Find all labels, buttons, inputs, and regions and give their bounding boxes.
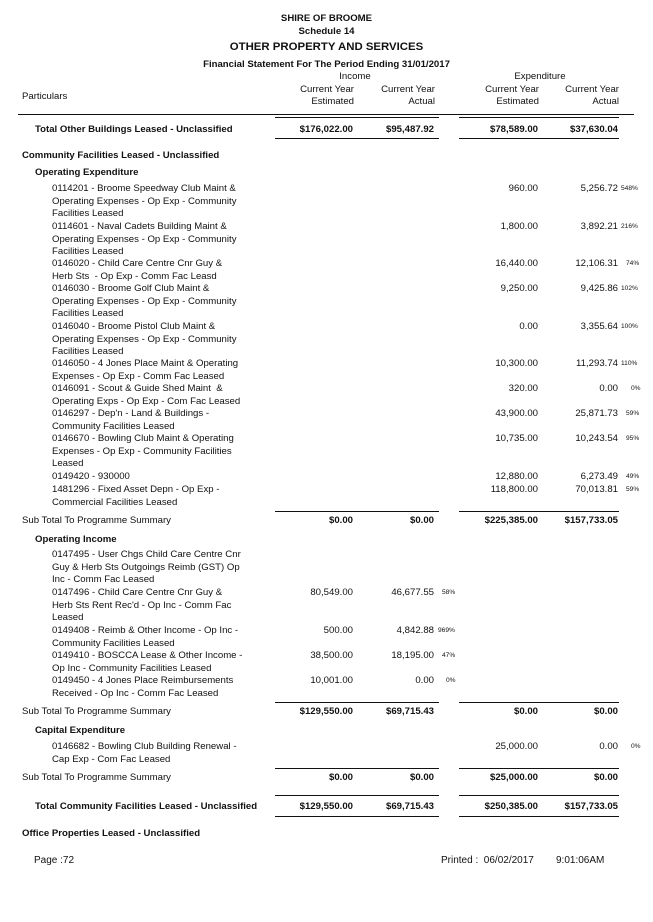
printed-date: Printed : 06/02/2017 xyxy=(441,855,534,866)
pct-value: 49% xyxy=(626,473,640,480)
exp-est-value: 1,800.00 xyxy=(500,221,538,232)
total-community-exp-act: $157,733.05 xyxy=(564,801,618,812)
list-item: 0146050 - 4 Jones Place Maint & Operating Expenses - Op Exp - Comm Fac Leased xyxy=(52,358,239,382)
exp-act-value: 6,273.49 xyxy=(580,471,618,482)
exp-est-value: 25,000.00 xyxy=(495,741,538,752)
pct-value: 47% xyxy=(442,652,456,659)
next-section-title: Office Properties Leased - Unclassified xyxy=(22,828,201,839)
pct-value: 548% xyxy=(621,185,638,192)
subtotal-label: Sub Total To Programme Summary xyxy=(22,706,171,717)
pct-value: 0% xyxy=(631,385,641,392)
list-item: 0146030 - Broome Golf Club Maint & Operating Expenses - Op Exp - Community Facilities Leased xyxy=(52,283,237,320)
subtotal-inc-est: $0.00 xyxy=(328,515,353,526)
list-item: 0146091 - Scout & Guide Shed Maint & Operating Exps - Op Exp - Com Fac Leased xyxy=(52,383,241,407)
exp-act-value: 5,256.72 xyxy=(580,183,618,194)
total-rule-exp xyxy=(459,795,619,796)
total-community-inc-est: $129,550.00 xyxy=(299,801,353,812)
inc-act-value: 0.00 xyxy=(415,675,434,686)
exp-act-value: 11,293.74 xyxy=(576,358,618,369)
inc-est-value: 10,001.00 xyxy=(310,675,353,686)
subtotal-exp-est: $25,000.00 xyxy=(489,772,538,783)
pct-value: 59% xyxy=(626,486,640,493)
exp-act-value: 0.00 xyxy=(599,383,618,394)
total-rule-income-bottom xyxy=(275,138,439,139)
inc-act-value: 4,842.88 xyxy=(396,625,434,636)
subtotal-rule-income xyxy=(275,702,439,703)
total-rule-income-bottom xyxy=(275,816,439,817)
schedule-label: Schedule 14 xyxy=(298,26,355,37)
list-item: 0149408 - Reimb & Other Income - Op Inc - Community Facilities Leased xyxy=(52,625,239,649)
subtotal-rule-exp xyxy=(459,511,619,512)
col-exp-est-l2: Estimated xyxy=(496,96,539,107)
exp-est-value: 12,880.00 xyxy=(495,471,538,482)
subtotal-inc-est: $129,550.00 xyxy=(299,706,353,717)
pct-value: 58% xyxy=(442,589,456,596)
subtotal-label: Sub Total To Programme Summary xyxy=(22,515,171,526)
col-exp-act-l1: Current Year xyxy=(565,84,619,95)
total-rule-exp xyxy=(459,117,619,118)
income-group-label: Income xyxy=(339,71,371,82)
subtotal-exp-act: $157,733.05 xyxy=(564,515,618,526)
exp-act-value: 3,892.21 xyxy=(580,221,618,232)
subtotal-rule-exp xyxy=(459,768,619,769)
section-title: Community Facilities Leased - Unclassified xyxy=(22,150,220,161)
list-item: 0147495 - User Chgs Child Care Centre Cnr Guy & Herb Sts Outgoings Reimb (GST) Op Inc - Comm Fac Leased xyxy=(52,549,241,586)
total-rule-exp-bottom xyxy=(459,816,619,817)
exp-act-value: 10,243.54 xyxy=(575,433,618,444)
total-other-inc-est: $176,022.00 xyxy=(299,124,353,135)
particulars-header: Particulars xyxy=(22,91,68,102)
total-rule-income xyxy=(275,795,439,796)
page-number: Page :72 xyxy=(34,855,75,866)
list-item: 0149410 - BOSCCA Lease & Other Income - Op Inc - Community Facilities Leased xyxy=(52,650,243,674)
capital-expenditure-heading: Capital Expenditure xyxy=(35,725,126,736)
exp-est-value: 10,300.00 xyxy=(495,358,538,369)
expenditure-group-label: Expenditure xyxy=(514,71,566,82)
subtotal-exp-act: $0.00 xyxy=(593,706,618,717)
col-income-est-l1: Current Year xyxy=(300,84,354,95)
pct-value: 95% xyxy=(626,435,640,442)
total-community-inc-act: $69,715.43 xyxy=(385,801,434,812)
total-other-buildings-label: Total Other Buildings Leased - Unclassified xyxy=(35,124,233,135)
list-item: 0146670 - Bowling Club Maint & Operating Expenses - Op Exp - Community Facilities Leased xyxy=(52,433,234,470)
exp-est-value: 9,250.00 xyxy=(500,283,538,294)
list-item: 0149420 - 930000 xyxy=(52,471,130,482)
subtotal-rule-exp xyxy=(459,702,619,703)
inc-est-value: 38,500.00 xyxy=(310,650,353,661)
pct-value: 969% xyxy=(438,627,455,634)
total-community-label: Total Community Facilities Leased - Unclassified xyxy=(35,801,258,812)
exp-act-value: 70,013.81 xyxy=(575,484,618,495)
printed-time: 9:01:06AM xyxy=(556,855,605,866)
inc-act-value: 18,195.00 xyxy=(391,650,434,661)
header-divider xyxy=(18,114,634,115)
total-rule-income xyxy=(275,117,439,118)
inc-est-value: 500.00 xyxy=(323,625,353,636)
statement-subtitle: Financial Statement For The Period Ending 31/01/2017 xyxy=(203,59,450,70)
list-item: 0147496 - Child Care Centre Cnr Guy & Herb Sts Rent Rec'd - Op Inc - Comm Fac Leased xyxy=(52,587,232,624)
exp-est-value: 118,800.00 xyxy=(490,484,538,495)
pct-value: 0% xyxy=(446,677,456,684)
subtotal-inc-act: $0.00 xyxy=(409,515,434,526)
exp-est-value: 320.00 xyxy=(508,383,538,394)
exp-act-value: 3,355.64 xyxy=(580,321,618,332)
exp-est-value: 43,900.00 xyxy=(495,408,538,419)
exp-est-value: 960.00 xyxy=(508,183,538,194)
pct-value: 100% xyxy=(621,323,638,330)
exp-act-value: 9,425.86 xyxy=(580,283,618,294)
list-item: 0146682 - Bowling Club Building Renewal - Cap Exp - Com Fac Leased xyxy=(52,741,237,765)
subtotal-inc-act: $0.00 xyxy=(409,772,434,783)
subtotal-exp-est: $0.00 xyxy=(513,706,538,717)
col-income-est-l2: Estimated xyxy=(311,96,354,107)
page-title: OTHER PROPERTY AND SERVICES xyxy=(229,41,424,53)
inc-act-value: 46,677.55 xyxy=(391,587,434,598)
pct-value: 216% xyxy=(621,223,638,230)
org-name: SHIRE OF BROOME xyxy=(280,13,373,24)
exp-act-value: 0.00 xyxy=(599,741,618,752)
total-other-inc-act: $95,487.92 xyxy=(385,124,434,135)
list-item: 1481296 - Fixed Asset Depn - Op Exp - Commercial Facilities Leased xyxy=(52,484,220,508)
total-other-exp-act: $37,630.04 xyxy=(569,124,618,135)
subtotal-inc-act: $69,715.43 xyxy=(385,706,434,717)
list-item: 0146297 - Dep'n - Land & Buildings - Community Facilities Leased xyxy=(52,408,210,432)
list-item: 0146040 - Broome Pistol Club Maint & Operating Expenses - Op Exp - Community Facilities Leased xyxy=(52,321,237,358)
list-item: 0149450 - 4 Jones Place Reimbursements Received - Op Inc - Comm Fac Leased xyxy=(52,675,234,699)
exp-est-value: 10,735.00 xyxy=(495,433,538,444)
col-exp-act-l2: Actual xyxy=(592,96,619,107)
inc-est-value: 80,549.00 xyxy=(310,587,353,598)
exp-act-value: 25,871.73 xyxy=(575,408,618,419)
list-item: 0114601 - Naval Cadets Building Maint & Operating Expenses - Op Exp - Community Facilities Leased xyxy=(52,221,237,258)
total-rule-exp-bottom xyxy=(459,138,619,139)
subtotal-label: Sub Total To Programme Summary xyxy=(22,772,171,783)
exp-est-value: 16,440.00 xyxy=(495,258,538,269)
list-item: 0114201 - Broome Speedway Club Maint & Operating Expenses - Op Exp - Community Facilities Leased xyxy=(52,183,237,220)
subtotal-rule-income xyxy=(275,511,439,512)
operating-income-heading: Operating Income xyxy=(35,534,117,545)
col-income-act-l2: Actual xyxy=(408,96,435,107)
total-community-exp-est: $250,385.00 xyxy=(484,801,538,812)
total-other-exp-est: $78,589.00 xyxy=(489,124,538,135)
col-exp-est-l1: Current Year xyxy=(485,84,539,95)
exp-act-value: 12,106.31 xyxy=(575,258,618,269)
pct-value: 74% xyxy=(626,260,640,267)
pct-value: 0% xyxy=(631,743,641,750)
subtotal-exp-act: $0.00 xyxy=(593,772,618,783)
operating-expenditure-heading: Operating Expenditure xyxy=(35,167,139,178)
subtotal-exp-est: $225,385.00 xyxy=(484,515,538,526)
pct-value: 110% xyxy=(621,360,638,367)
list-item: 0146020 - Child Care Centre Cnr Guy & Herb Sts - Op Exp - Comm Fac Leasd xyxy=(52,258,223,282)
exp-est-value: 0.00 xyxy=(519,321,538,332)
subtotal-rule-income xyxy=(275,768,439,769)
pct-value: 102% xyxy=(621,285,638,292)
col-income-act-l1: Current Year xyxy=(381,84,435,95)
subtotal-inc-est: $0.00 xyxy=(328,772,353,783)
pct-value: 59% xyxy=(626,410,640,417)
